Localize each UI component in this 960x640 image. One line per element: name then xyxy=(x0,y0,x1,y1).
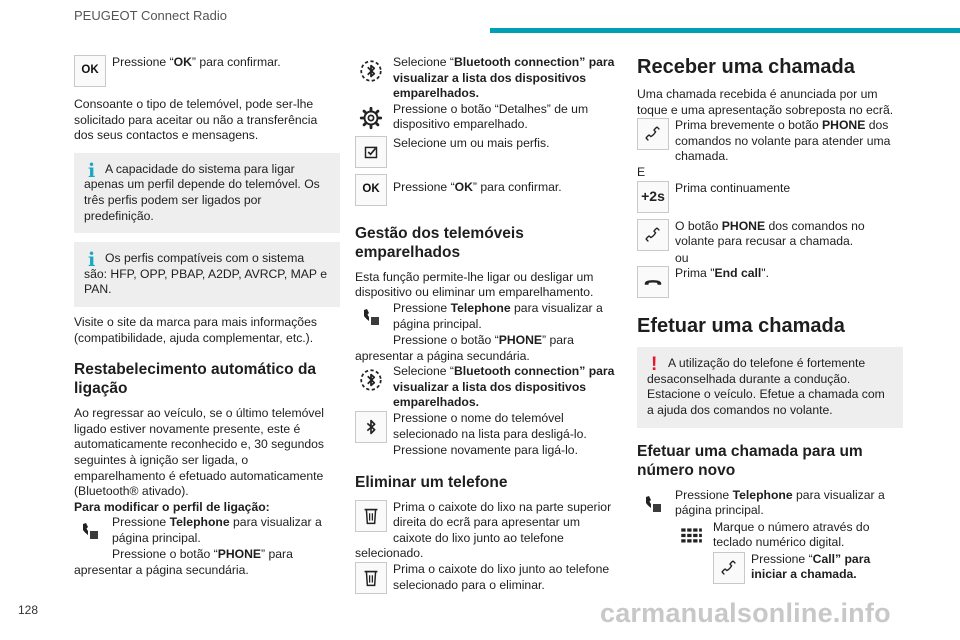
info-note: i Os perfis compatíveis com o sistema são: HFP, OPP, PBAP, A2DP, AVRCP, MAP e PAN. xyxy=(74,242,340,307)
ok-button-icon: OK xyxy=(74,55,106,87)
paragraph: Pressione o botão “PHONE” para apresentar a página secundária. xyxy=(74,547,293,577)
info-note: i A capacidade do sistema para ligar apenas um perfil depende do telemóvel. Os três perfis podem ser ligados por predefinição. xyxy=(74,153,340,233)
paragraph: Pressione novamente para ligá-lo. xyxy=(393,442,578,457)
instruction-trash-top: Prima o caixote do lixo na parte superior direita do ecrã para apresentar um caixote do lixo junto ao telefone selecionado. xyxy=(355,499,612,561)
instruction-ok-confirm: OK Pressione “OK” para confirmar. xyxy=(74,55,340,89)
paragraph: Esta função permite-lhe ligar ou desligar um dispositivo ou eliminar um emparelhamento. xyxy=(355,269,594,300)
info-icon: i xyxy=(88,159,96,182)
running-header: PEUGEOT Connect Radio xyxy=(74,8,227,23)
instruction-ok-confirm: OK Pressione “OK” para confirmar. xyxy=(355,174,620,208)
trash-icon xyxy=(355,562,387,594)
instruction-answer: Prima brevemente o botão PHONE dos comandos no volante para atender uma chamada. xyxy=(637,118,903,165)
telephone-app-icon xyxy=(355,301,387,333)
info-icon: i xyxy=(88,249,96,272)
paragraph: Ao regressar ao veículo, se o último telemóvel ligado estiver novamente presente, este é automaticamente reconhecido e, 30 segundos seguintes à ignição ser ligada, o emparelhamento é efetuado automaticamente (Bluetooth® ativado). xyxy=(74,406,325,499)
instruction-end-call: Prima "End call". xyxy=(637,266,903,300)
instruction-telephone: Pressione Telephone para visualizar a página principal. xyxy=(74,515,340,547)
instruction-bluetooth-connection: Selecione “Bluetooth connection” para visualizar a lista dos dispositivos emparelhados. xyxy=(355,364,620,411)
trash-icon xyxy=(355,500,387,532)
warning-icon: ! xyxy=(651,354,658,376)
instruction-keypad: Marque o número através do teclado numérico digital. xyxy=(637,520,903,552)
header-accent-bar xyxy=(490,28,960,33)
instruction-call: Pressione “Call” para iniciar a chamada. xyxy=(637,552,903,586)
section-heading: Restabelecimento automático da ligação xyxy=(74,361,317,398)
section-title: Receber uma chamada xyxy=(637,56,855,78)
section-title: Efetuar uma chamada xyxy=(637,315,845,338)
keypad-icon xyxy=(675,520,707,552)
telephone-app-icon xyxy=(637,488,669,520)
paragraph: Consoante o tipo de telemóvel, pode ser-lhe solicitado para aceitar ou não a transferência dos seus contactos e mensagens. xyxy=(74,97,318,143)
section-heading: Efetuar uma chamada para um número novo xyxy=(637,442,863,479)
instruction-details: Pressione o botão “Detalhes” de um dispositivo emparelhado. xyxy=(355,102,620,136)
phone-icon xyxy=(637,219,669,251)
bluetooth-icon xyxy=(355,55,387,87)
instruction-profiles: Selecione um ou mais perfis. xyxy=(355,136,620,170)
instruction-bluetooth-connection: Selecione “Bluetooth connection” para visualizar a lista dos dispositivos emparelhados. xyxy=(355,55,620,102)
column-2 xyxy=(355,55,620,596)
instruction-trash-delete: Prima o caixote do lixo junto ao telefone selecionado para o eliminar. xyxy=(355,562,620,596)
bluetooth-device-icon xyxy=(355,411,387,443)
section-heading: Eliminar um telefone xyxy=(355,473,508,491)
instruction-reject: O botão PHONE dos comandos no volante para recusar a chamada. xyxy=(637,219,903,251)
instruction-disconnect: Pressione o nome do telemóvel selecionado na lista para desligá-lo. xyxy=(355,411,620,443)
phone-icon xyxy=(713,552,745,584)
column-3 xyxy=(637,55,903,586)
checkbox-icon xyxy=(355,136,387,168)
section-heading: Gestão dos telemóveis emparelhados xyxy=(355,224,524,261)
ok-button-icon: OK xyxy=(355,174,387,206)
timer-2s-icon: +2s xyxy=(637,181,669,213)
warning-note: ! A utilização do telefone é fortemente desaconselhada durante a condução. Estacione o veículo. Efetue a chamada com a ajuda dos comandos no volante. xyxy=(637,347,903,427)
page-number: 128 xyxy=(18,603,39,617)
gear-icon xyxy=(355,102,387,134)
instruction-telephone: Pressione Telephone para visualizar a página principal. xyxy=(637,488,903,520)
bluetooth-icon xyxy=(355,364,387,396)
paragraph: Pressione o botão “PHONE” para apresentar a página secundária. xyxy=(355,332,574,363)
paragraph-bold: Para modificar o perfil de ligação: xyxy=(74,499,270,514)
instruction-hold: +2s Prima continuamente xyxy=(637,181,903,215)
paragraph: Visite o site da marca para mais informações (compatibilidade, ajuda complementar, etc.). xyxy=(74,314,317,345)
watermark: carmanualsonline.info xyxy=(600,598,891,628)
instruction-telephone: Pressione Telephone para visualizar a página principal. xyxy=(355,301,620,333)
hang-up-icon xyxy=(637,266,669,298)
paragraph: E xyxy=(637,164,646,179)
telephone-app-icon xyxy=(74,515,106,547)
column-1 xyxy=(74,55,340,578)
phone-icon xyxy=(637,118,669,150)
paragraph: ou xyxy=(675,250,689,265)
paragraph: Uma chamada recebida é anunciada por um toque e uma apresentação sobreposta no ecrã. xyxy=(637,87,894,117)
